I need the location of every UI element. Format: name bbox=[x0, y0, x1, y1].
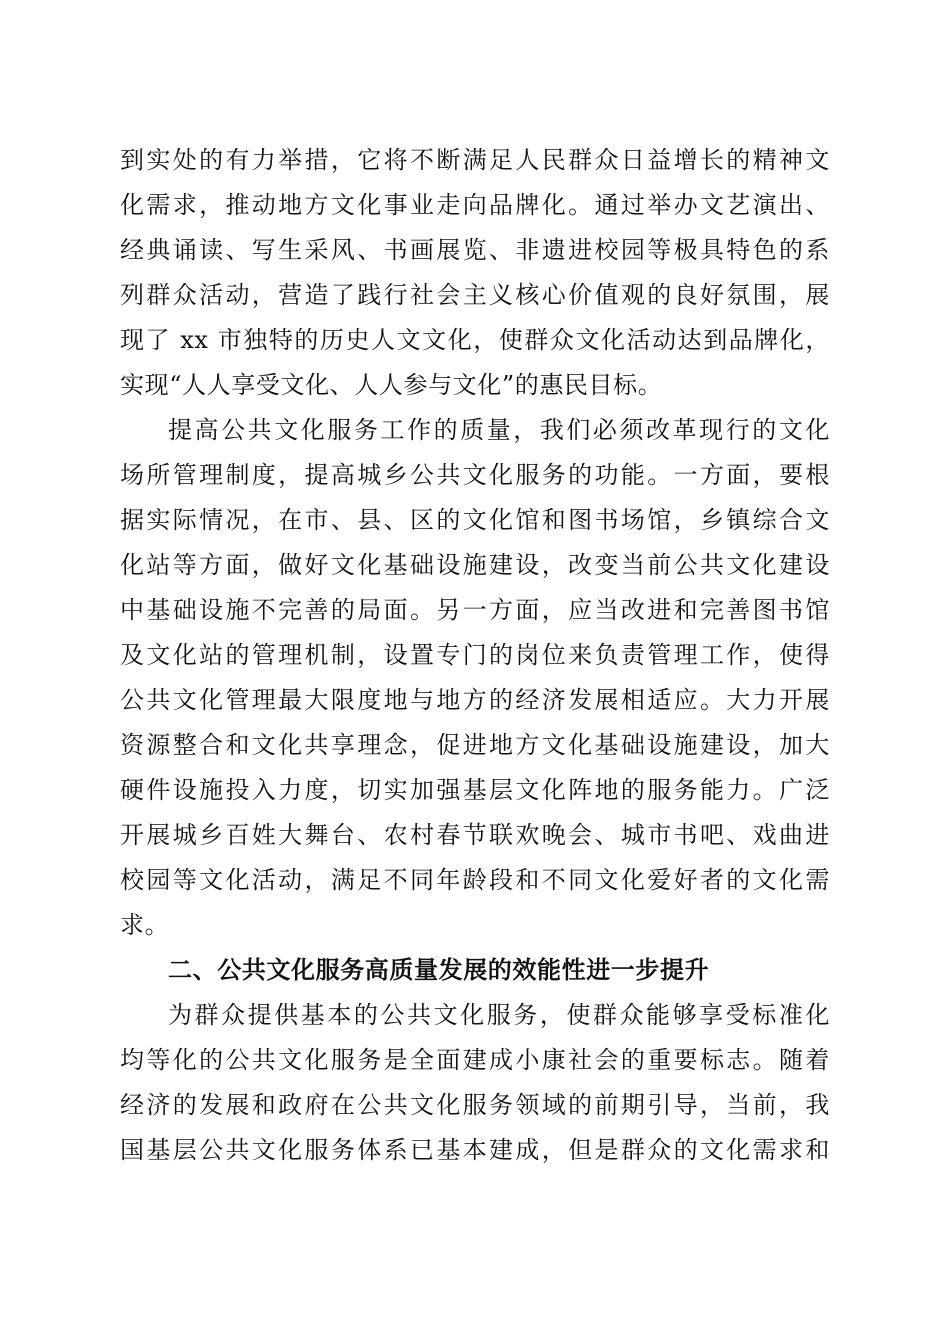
para3-line: 经济的发展和政府在公共文化服务领域的前期引导，当前，我 bbox=[120, 1091, 830, 1119]
para2-line: 化站等方面，做好文化基础设施建设，改变当前公共文化建设 bbox=[120, 551, 830, 579]
para2-line: 校园等文化活动，满足不同年龄段和不同文化爱好者的文化需 bbox=[120, 866, 830, 894]
section-heading: 二、公共文化服务高质量发展的效能性进一步提升 bbox=[168, 956, 710, 984]
para3-line: 国基层公共文化服务体系已基本建成，但是群众的文化需求和 bbox=[120, 1136, 830, 1164]
para2-line: 及文化站的管理机制，设置专门的岗位来负责管理工作，使得 bbox=[120, 641, 830, 669]
para2-line: 中基础设施不完善的局面。另一方面，应当改进和完善图书馆 bbox=[120, 596, 830, 624]
para2-line-last: 求。 bbox=[120, 911, 170, 939]
para1-line-last: 实现“人人享受文化、人人参与文化”的惠民目标。 bbox=[120, 371, 663, 399]
para2-line: 据实际情况，在市、县、区的文化馆和图书场馆，乡镇综合文 bbox=[120, 506, 830, 534]
para3-line-first: 为群众提供基本的公共文化服务，使群众能够享受标准化 bbox=[168, 1001, 830, 1029]
para2-line: 硬件设施投入力度，切实加强基层文化阵地的服务能力。广泛 bbox=[120, 776, 830, 804]
para1-line: 经典诵读、写生采风、书画展览、非遗进校园等极具特色的系 bbox=[120, 236, 830, 264]
para1-line: 到实处的有力举措，它将不断满足人民群众日益增长的精神文 bbox=[120, 146, 830, 174]
para2-line-first: 提高公共文化服务工作的质量，我们必须改革现行的文化 bbox=[168, 416, 830, 444]
para2-line: 场所管理制度，提高城乡公共文化服务的功能。一方面，要根 bbox=[120, 461, 830, 489]
para2-line: 开展城乡百姓大舞台、农村春节联欢晚会、城市书吧、戏曲进 bbox=[120, 821, 830, 849]
para2-line: 公共文化管理最大限度地与地方的经济发展相适应。大力开展 bbox=[120, 686, 830, 714]
para3-line: 均等化的公共文化服务是全面建成小康社会的重要标志。随着 bbox=[120, 1046, 830, 1074]
para1-line: 化需求，推动地方文化事业走向品牌化。通过举办文艺演出、 bbox=[120, 191, 830, 219]
para2-line: 资源整合和文化共享理念，促进地方文化基础设施建设，加大 bbox=[120, 731, 830, 759]
para1-line: 现了 xx 市独特的历史人文文化，使群众文化活动达到品牌化， bbox=[120, 326, 830, 354]
para1-line: 列群众活动，营造了践行社会主义核心价值观的良好氛围，展 bbox=[120, 281, 830, 309]
